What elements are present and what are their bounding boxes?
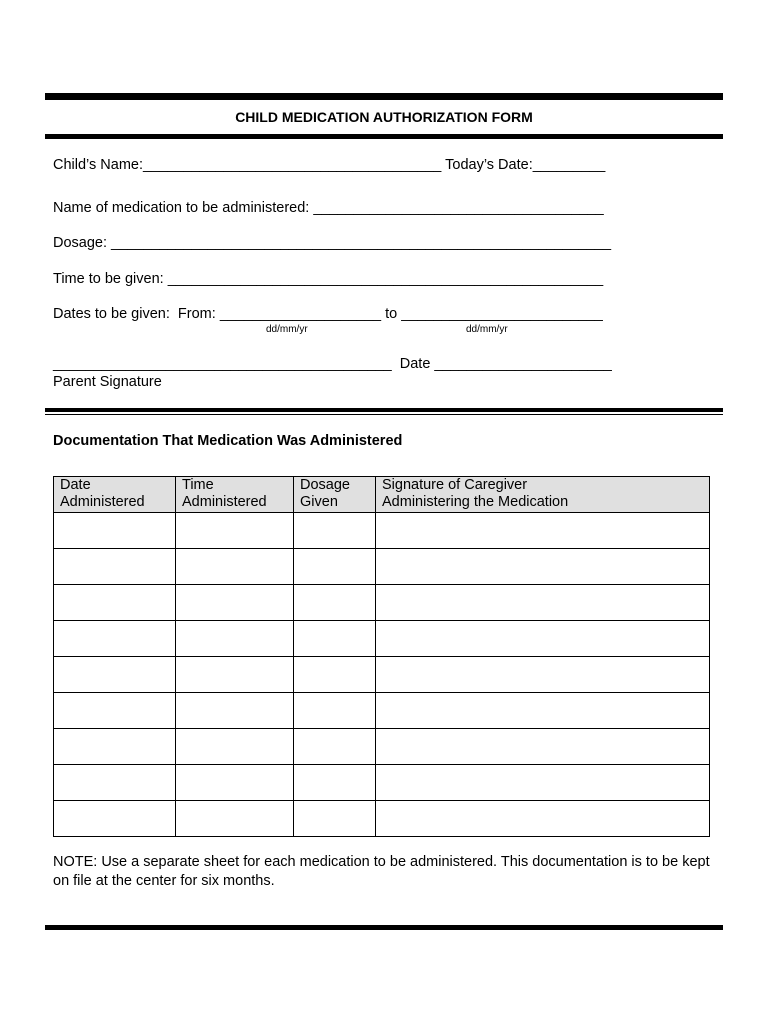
- date-administered-cell[interactable]: [54, 585, 176, 621]
- caregiver-signature-cell[interactable]: [376, 513, 710, 549]
- table-row: [54, 513, 710, 549]
- date-administered-cell[interactable]: [54, 513, 176, 549]
- time-administered-cell[interactable]: [176, 693, 294, 729]
- dosage-given-cell[interactable]: [294, 693, 376, 729]
- dosage-given-cell[interactable]: [294, 549, 376, 585]
- column-header-line: Administered: [60, 494, 145, 510]
- table-row: [54, 657, 710, 693]
- table-row: [54, 765, 710, 801]
- dosage-given-cell[interactable]: [294, 729, 376, 765]
- dosage-given-cell[interactable]: [294, 513, 376, 549]
- caregiver-signature-cell[interactable]: [376, 729, 710, 765]
- time-administered-cell[interactable]: [176, 801, 294, 837]
- section-rule-thick: [45, 408, 723, 412]
- column-header-dosage-given: [294, 477, 376, 513]
- table-row: [54, 585, 710, 621]
- title-underline-rule: [45, 134, 723, 139]
- table-header-row: [54, 477, 710, 513]
- parent-signature-label: Parent Signature: [53, 374, 162, 390]
- to-date-format-hint: dd/mm/yr: [466, 324, 508, 335]
- column-header-time-administered: [176, 477, 294, 513]
- table-row: [54, 621, 710, 657]
- date-administered-cell[interactable]: [54, 549, 176, 585]
- time-administered-cell[interactable]: [176, 621, 294, 657]
- column-header-caregiver-signature: [376, 477, 710, 513]
- time-administered-cell[interactable]: [176, 549, 294, 585]
- child-name-field[interactable]: Child’s Name:_____________________________________ Today’s Date:_________: [53, 157, 606, 173]
- column-header-line: Given: [300, 494, 338, 510]
- note-text: NOTE: Use a separate sheet for each medication to be administered. This documentation is to be kept on file at the center for six months.: [53, 854, 710, 889]
- column-header-line: Time: [182, 477, 214, 493]
- date-administered-cell[interactable]: [54, 693, 176, 729]
- column-header-line: Date: [60, 477, 91, 493]
- column-header-date-administered: [54, 477, 176, 513]
- caregiver-signature-cell[interactable]: [376, 657, 710, 693]
- table-body: [54, 513, 710, 837]
- from-date-format-hint: dd/mm/yr: [266, 324, 308, 335]
- top-rule: [45, 93, 723, 100]
- date-administered-cell[interactable]: [54, 801, 176, 837]
- dosage-given-cell[interactable]: [294, 801, 376, 837]
- time-to-be-given-field[interactable]: Time to be given: ______________________________________________________: [53, 271, 604, 287]
- date-administered-cell[interactable]: [54, 621, 176, 657]
- caregiver-signature-cell[interactable]: [376, 765, 710, 801]
- dosage-given-cell[interactable]: [294, 765, 376, 801]
- table-row: [54, 729, 710, 765]
- bottom-rule: [45, 925, 723, 930]
- administration-log-table: [53, 476, 710, 837]
- caregiver-signature-cell[interactable]: [376, 549, 710, 585]
- dosage-given-cell[interactable]: [294, 585, 376, 621]
- time-administered-cell[interactable]: [176, 729, 294, 765]
- date-administered-cell[interactable]: [54, 729, 176, 765]
- table-row: [54, 801, 710, 837]
- section-rule-thin: [45, 414, 723, 415]
- time-administered-cell[interactable]: [176, 513, 294, 549]
- dates-to-be-given-field[interactable]: Dates to be given: From: ____________________ to _________________________: [53, 306, 603, 322]
- caregiver-signature-cell[interactable]: [376, 693, 710, 729]
- date-administered-cell[interactable]: [54, 765, 176, 801]
- dosage-given-cell[interactable]: [294, 621, 376, 657]
- date-administered-cell[interactable]: [54, 657, 176, 693]
- column-header-line: Administering the Medication: [382, 494, 569, 510]
- caregiver-signature-cell[interactable]: [376, 621, 710, 657]
- medication-name-field[interactable]: Name of medication to be administered: ____________________________________: [53, 200, 604, 216]
- column-header-line: Dosage: [300, 477, 350, 493]
- column-header-line: Signature of Caregiver: [382, 477, 528, 493]
- form-title: CHILD MEDICATION AUTHORIZATION FORM: [235, 109, 533, 125]
- documentation-heading: Documentation That Medication Was Administered: [53, 433, 403, 449]
- time-administered-cell[interactable]: [176, 585, 294, 621]
- column-header-line: Administered: [182, 494, 267, 510]
- table-row: [54, 549, 710, 585]
- time-administered-cell[interactable]: [176, 657, 294, 693]
- dosage-given-cell[interactable]: [294, 657, 376, 693]
- caregiver-signature-cell[interactable]: [376, 585, 710, 621]
- table-row: [54, 693, 710, 729]
- parent-signature-field[interactable]: __________________________________________ Date ______________________: [53, 356, 612, 372]
- time-administered-cell[interactable]: [176, 765, 294, 801]
- dosage-field[interactable]: Dosage: ______________________________________________________________: [53, 235, 612, 251]
- caregiver-signature-cell[interactable]: [376, 801, 710, 837]
